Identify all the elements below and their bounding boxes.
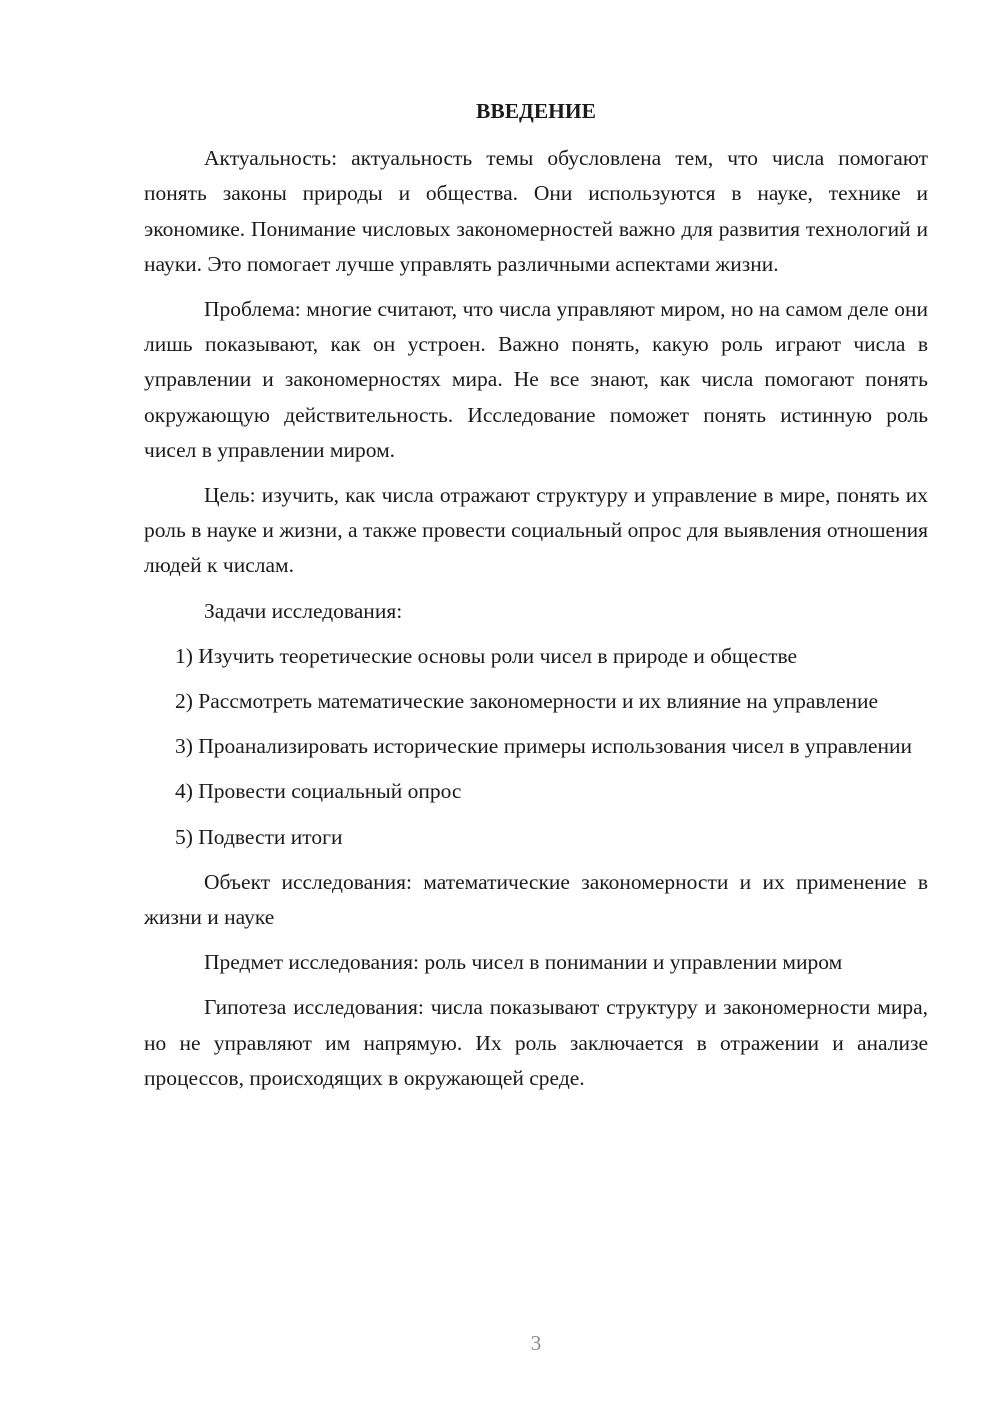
task-item-5: 5) Подвести итоги: [175, 824, 343, 849]
object-paragraph: Объект исследования: математические закономерности и их применение в жизни и науке: [144, 869, 928, 930]
task-item-3: 3) Проанализировать исторические примеры использования чисел в управлении: [175, 734, 913, 759]
goal-paragraph: Цель: изучить, как числа отражают структуру и управление в мире, понять их роль в науке и жизни, а также провести социальный опрос для выявления отношения людей к числам.: [144, 483, 928, 578]
section-title: ВВЕДЕНИЕ: [476, 99, 596, 123]
problem-paragraph: Проблема: многие считают, что числа управляют миром, но на самом деле они лишь показывают, как он устроен. Важно понять, какую роль играют числа в управлении и закономерностях мира. Не все знают, как числа помогают понять окружающую действительность. Исследование поможет понять истинную роль чисел в управлении миром.: [144, 297, 928, 462]
page-number: 3: [530, 1331, 542, 1355]
task-item-2: 2) Рассмотреть математические закономерности и их влияние на управление: [175, 689, 879, 714]
task-item-1: 1) Изучить теоретические основы роли чисел в природе и обществе: [175, 643, 798, 668]
hypothesis-paragraph: Гипотеза исследования: числа показывают структуру и закономерности мира, но не управляют им напрямую. Их роль заключается в отражении и анализе процессов, происходящих в окружающей среде.: [144, 995, 928, 1090]
relevance-paragraph: Актуальность: актуальность темы обусловлена тем, что числа помогают понять законы природы и общества. Они используются в науке, технике и экономике. Понимание числовых закономерностей важно для развития технологий и науки. Это помогает лучше управлять различными аспектами жизни.: [144, 146, 928, 276]
document-page: [144, 94, 928, 1106]
subject-paragraph: Предмет исследования: роль чисел в понимании и управлении миром: [204, 950, 843, 975]
task-item-4: 4) Провести социальный опрос: [175, 779, 462, 804]
tasks-heading: Задачи исследования:: [204, 598, 403, 623]
